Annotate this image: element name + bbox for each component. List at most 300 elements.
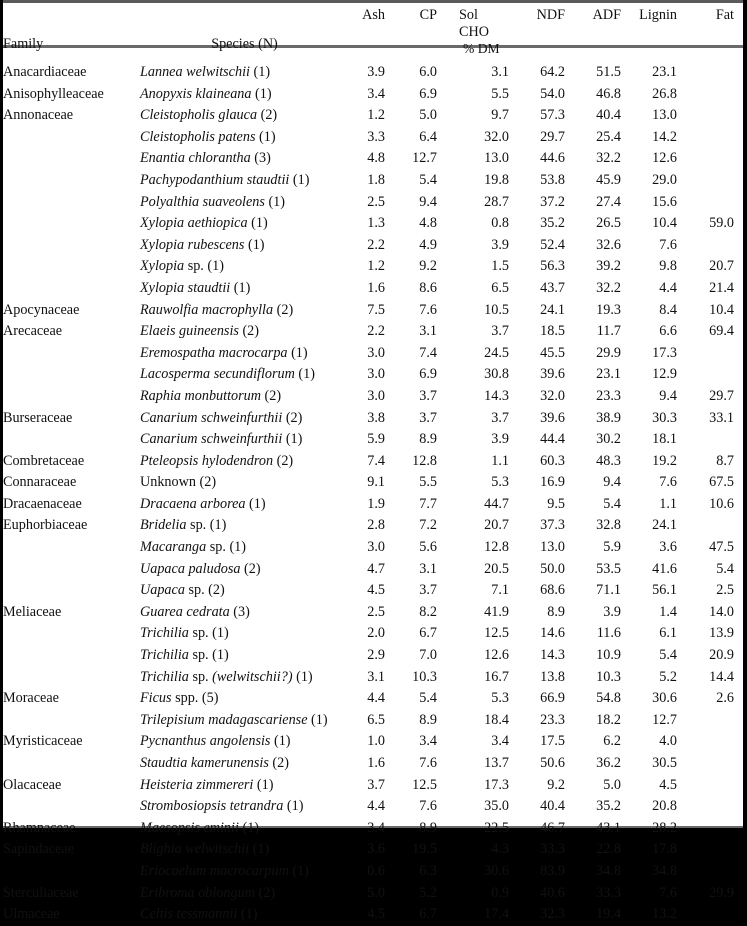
cell-fat bbox=[677, 84, 734, 106]
header-species: Species (N) bbox=[211, 36, 278, 52]
cell-cp: 7.4 bbox=[419, 344, 437, 361]
cell-adf: 71.1 bbox=[596, 582, 621, 599]
cell-cp: 7.6 bbox=[419, 798, 437, 815]
cell-fat: 20.7 bbox=[709, 258, 734, 275]
cell-cp: 7.7 bbox=[419, 495, 437, 512]
cell-ndf: 43.7 bbox=[540, 279, 565, 296]
cell-lignin: 28.2 bbox=[652, 819, 677, 836]
cell-fat: 33.1 bbox=[709, 409, 734, 426]
cell-lignin: 34.8 bbox=[652, 862, 677, 879]
cell-species bbox=[140, 515, 349, 537]
cell-family bbox=[3, 192, 140, 214]
cell-species bbox=[140, 58, 349, 84]
cell-fat bbox=[677, 839, 734, 861]
cell-lignin: 17.8 bbox=[652, 841, 677, 858]
cell-ash: 4.7 bbox=[367, 560, 385, 577]
table-row bbox=[3, 170, 734, 192]
species-name-italic: Anopyxis klaineana bbox=[140, 85, 252, 102]
cell-sol-cho: 32.0 bbox=[484, 128, 509, 145]
cell-ash: 6.5 bbox=[367, 711, 385, 728]
cell-ndf: 44.6 bbox=[540, 150, 565, 167]
species-name-italic: Ficus bbox=[140, 690, 172, 707]
header-sol-cho-label: Sol CHO bbox=[459, 7, 489, 40]
cell-lignin: 4.5 bbox=[659, 776, 677, 793]
cell-cp: 9.2 bbox=[419, 258, 437, 275]
cell-ash: 4.4 bbox=[367, 690, 385, 707]
table-row bbox=[3, 472, 734, 494]
cell-lignin: 3.6 bbox=[659, 539, 677, 556]
cell-species bbox=[140, 753, 349, 775]
cell-family: Dracaenaceae bbox=[3, 495, 82, 512]
cell-ash: 1.9 bbox=[367, 495, 385, 512]
table-row bbox=[3, 731, 734, 753]
cell-ndf: 56.3 bbox=[540, 258, 565, 275]
header-unit-label: % DM bbox=[463, 41, 500, 56]
table-row bbox=[3, 667, 734, 689]
cell-lignin: 12.6 bbox=[652, 150, 677, 167]
cell-ash: 1.3 bbox=[367, 215, 385, 232]
cell-ndf: 37.3 bbox=[540, 517, 565, 534]
cell-sol-cho: 4.3 bbox=[491, 841, 509, 858]
species-suffix: (1) bbox=[283, 798, 304, 815]
cell-adf: 30.2 bbox=[596, 431, 621, 448]
cell-cp: 5.6 bbox=[419, 539, 437, 556]
header-sol-cho bbox=[437, 0, 509, 41]
cell-cp: 3.4 bbox=[419, 733, 437, 750]
cell-lignin: 1.1 bbox=[659, 495, 677, 512]
cell-ndf: 17.5 bbox=[540, 733, 565, 750]
cell-fat: 2.5 bbox=[716, 582, 734, 599]
species-name-italic: Elaeis guineensis bbox=[140, 323, 239, 340]
species-suffix: (1) bbox=[307, 711, 328, 728]
species-suffix: Unknown (2) bbox=[140, 474, 217, 491]
species-name-italic: Enantia chlorantha bbox=[140, 150, 251, 167]
cell-cp: 9.4 bbox=[419, 193, 437, 210]
table-row bbox=[3, 559, 734, 581]
cell-lignin: 5.4 bbox=[659, 647, 677, 664]
cell-cp: 12.7 bbox=[412, 150, 437, 167]
document-page bbox=[3, 0, 743, 923]
species-suffix: (1) bbox=[245, 495, 266, 512]
cell-cp: 5.2 bbox=[419, 884, 437, 901]
cell-family bbox=[3, 580, 140, 602]
species-suffix: sp. bbox=[188, 668, 213, 685]
species-name-italic: Cleistopholis glauca bbox=[140, 107, 258, 124]
cell-lignin: 30.6 bbox=[652, 690, 677, 707]
species-suffix: (1) bbox=[244, 236, 265, 253]
cell-adf: 46.8 bbox=[596, 85, 621, 102]
cell-sol-cho: 19.8 bbox=[484, 171, 509, 188]
cell-cp: 3.7 bbox=[419, 409, 437, 426]
cell-ndf: 13.8 bbox=[540, 668, 565, 685]
cell-fat: 14.4 bbox=[709, 668, 734, 685]
cell-species bbox=[140, 472, 349, 494]
cell-family bbox=[3, 710, 140, 732]
species-name-italic: Blighia welwitschii bbox=[140, 841, 250, 858]
cell-sol-cho: 0.8 bbox=[491, 215, 509, 232]
header-ash: Ash bbox=[362, 7, 385, 23]
cell-fat bbox=[677, 818, 734, 840]
cell-family bbox=[3, 796, 140, 818]
species-suffix: (1) bbox=[237, 906, 258, 923]
species-suffix: (1) bbox=[289, 171, 310, 188]
cell-species bbox=[140, 645, 349, 667]
cell-species bbox=[140, 904, 349, 926]
cell-ash: 3.9 bbox=[367, 64, 385, 80]
cell-ash: 2.2 bbox=[367, 236, 385, 253]
cell-cp: 5.5 bbox=[419, 474, 437, 491]
cell-adf: 34.8 bbox=[596, 862, 621, 879]
species-suffix: (1) bbox=[238, 819, 260, 836]
cell-fat bbox=[677, 710, 734, 732]
cell-cp: 5.0 bbox=[419, 107, 437, 124]
cell-fat bbox=[677, 343, 734, 365]
species-name-italic: Uapaca bbox=[140, 582, 185, 599]
cell-species bbox=[140, 537, 349, 559]
species-name-italic: Rauwolfia macrophylla bbox=[140, 301, 274, 318]
cell-lignin: 6.6 bbox=[659, 323, 677, 340]
cell-lignin: 20.8 bbox=[652, 798, 677, 815]
cell-fat bbox=[677, 904, 734, 926]
cell-sol-cho: 6.5 bbox=[491, 279, 509, 296]
species-suffix: (2) bbox=[240, 560, 261, 577]
cell-cp: 3.7 bbox=[419, 387, 437, 404]
cell-species bbox=[140, 883, 349, 905]
cell-lignin: 7.6 bbox=[659, 236, 677, 253]
header-adf: ADF bbox=[592, 7, 621, 23]
cell-adf: 33.3 bbox=[596, 884, 621, 901]
cell-lignin: 26.8 bbox=[652, 85, 677, 102]
cell-family bbox=[3, 645, 140, 667]
table-row bbox=[3, 839, 734, 861]
cell-ash: 3.6 bbox=[367, 841, 385, 858]
cell-lignin: 17.3 bbox=[652, 344, 677, 361]
species-suffix: (1) bbox=[253, 776, 274, 793]
cell-lignin: 12.7 bbox=[652, 711, 677, 728]
cell-sol-cho: 12.6 bbox=[484, 647, 509, 664]
species-name-italic: Trichilia bbox=[140, 647, 189, 664]
cell-sol-cho: 14.3 bbox=[484, 387, 509, 404]
species-suffix: (1) bbox=[288, 862, 309, 879]
cell-lignin: 1.4 bbox=[659, 603, 677, 620]
cell-ndf: 18.5 bbox=[540, 323, 565, 340]
species-name-italic: Trilepisium madagascariense bbox=[140, 711, 308, 728]
cell-lignin: 41.6 bbox=[652, 560, 677, 577]
cell-species bbox=[140, 623, 349, 645]
cell-fat: 5.4 bbox=[716, 560, 734, 577]
cell-family: Anacardiaceae bbox=[3, 64, 87, 80]
cell-species bbox=[140, 300, 349, 322]
species-name-italic: Canarium schweinfurthii bbox=[140, 409, 283, 426]
species-suffix: (2) bbox=[257, 107, 278, 124]
species-name-italic: (welwitschii?) bbox=[212, 668, 293, 685]
cell-species bbox=[140, 775, 349, 797]
table-row bbox=[3, 364, 734, 386]
cell-lignin: 14.2 bbox=[652, 128, 677, 145]
cell-ash: 7.5 bbox=[367, 301, 385, 318]
cell-species bbox=[140, 559, 349, 581]
cell-fat: 10.6 bbox=[709, 495, 734, 512]
cell-family: Sterculiaceae bbox=[3, 884, 79, 901]
table-row bbox=[3, 861, 734, 883]
species-suffix: sp. (1) bbox=[186, 517, 227, 534]
cell-cp: 8.2 bbox=[419, 603, 437, 620]
cell-lignin: 30.5 bbox=[652, 755, 677, 771]
cell-ash: 2.9 bbox=[367, 647, 385, 664]
cell-lignin: 13.2 bbox=[652, 906, 677, 923]
cell-ash: 2.2 bbox=[367, 323, 385, 340]
table-row bbox=[3, 602, 734, 624]
cell-family bbox=[3, 623, 140, 645]
cell-species bbox=[140, 386, 349, 408]
table-row bbox=[3, 710, 734, 732]
cell-cp: 5.4 bbox=[419, 171, 437, 188]
species-name-italic: Pycnanthus angolensis bbox=[140, 733, 271, 750]
cell-sol-cho: 41.9 bbox=[484, 603, 509, 620]
species-name-italic: Celtis tessmannii bbox=[140, 906, 238, 923]
species-suffix: (1) bbox=[255, 128, 276, 145]
cell-sol-cho: 9.7 bbox=[491, 107, 509, 124]
species-suffix: sp. (1) bbox=[188, 647, 229, 664]
table-row bbox=[3, 127, 734, 149]
cell-cp: 6.9 bbox=[419, 366, 437, 383]
cell-family: Myristicaceae bbox=[3, 733, 83, 750]
cell-species bbox=[140, 127, 349, 149]
cell-fat bbox=[677, 364, 734, 386]
cell-ash: 3.4 bbox=[367, 819, 385, 836]
cell-sol-cho: 3.7 bbox=[491, 323, 509, 340]
species-suffix: (2) bbox=[238, 323, 259, 340]
cell-fat bbox=[677, 192, 734, 214]
cell-sol-cho: 12.8 bbox=[484, 539, 509, 556]
table-row bbox=[3, 84, 734, 106]
cell-family: Euphorbiaceae bbox=[3, 517, 88, 534]
cell-adf: 11.6 bbox=[596, 625, 621, 642]
cell-sol-cho: 1.1 bbox=[491, 452, 509, 469]
cell-family: Apocynaceae bbox=[3, 301, 80, 318]
table-row bbox=[3, 235, 734, 257]
cell-lignin: 4.0 bbox=[659, 733, 677, 750]
cell-ndf: 14.3 bbox=[540, 647, 565, 664]
species-suffix: (1) bbox=[251, 85, 272, 102]
table-row bbox=[3, 904, 734, 926]
species-name-italic: Dracaena arborea bbox=[140, 495, 246, 512]
table-row bbox=[3, 105, 734, 127]
cell-fat bbox=[677, 429, 734, 451]
cell-adf: 43.1 bbox=[596, 819, 621, 836]
cell-ash: 1.8 bbox=[367, 171, 385, 188]
cell-fat: 2.6 bbox=[716, 690, 734, 707]
cell-species bbox=[140, 602, 349, 624]
cell-ndf: 9.2 bbox=[547, 776, 565, 793]
cell-ndf: 24.1 bbox=[540, 301, 565, 318]
cell-ash: 3.0 bbox=[367, 387, 385, 404]
cell-species bbox=[140, 710, 349, 732]
cell-ndf: 64.2 bbox=[540, 64, 565, 80]
cell-species bbox=[140, 321, 349, 343]
cell-cp: 8.9 bbox=[419, 819, 437, 836]
cell-adf: 32.6 bbox=[596, 236, 621, 253]
cell-lignin: 7.6 bbox=[659, 474, 677, 491]
cell-adf: 45.9 bbox=[596, 171, 621, 188]
cell-adf: 6.2 bbox=[603, 733, 621, 750]
cell-species bbox=[140, 580, 349, 602]
cell-lignin: 30.3 bbox=[652, 409, 677, 426]
header-cp: CP bbox=[419, 7, 437, 23]
cell-adf: 22.8 bbox=[596, 841, 621, 858]
species-name-italic: Strombosiopsis tetrandra bbox=[140, 798, 284, 815]
species-name-italic: Trichilia bbox=[140, 625, 189, 642]
cell-family bbox=[3, 667, 140, 689]
cell-family: Rhamnaceae bbox=[3, 819, 76, 836]
cell-lignin: 18.1 bbox=[652, 431, 677, 448]
cell-sol-cho: 7.1 bbox=[491, 582, 509, 599]
cell-lignin: 5.2 bbox=[659, 668, 677, 685]
cell-cp: 3.7 bbox=[419, 582, 437, 599]
species-suffix: (1) bbox=[247, 215, 268, 232]
cell-lignin: 13.0 bbox=[652, 107, 677, 124]
cell-ndf: 52.4 bbox=[540, 236, 565, 253]
species-name-italic: Xylopia rubescens bbox=[140, 236, 245, 253]
table-row bbox=[3, 386, 734, 408]
cell-ash: 1.2 bbox=[367, 107, 385, 124]
cell-adf: 23.3 bbox=[596, 387, 621, 404]
species-name-italic: Maesopsis eminii bbox=[140, 819, 239, 836]
cell-sol-cho: 3.7 bbox=[491, 409, 509, 426]
species-name-italic: Pachypodanthium staudtii bbox=[140, 171, 290, 188]
cell-ash: 2.8 bbox=[367, 517, 385, 534]
table-row bbox=[3, 818, 734, 840]
species-suffix: (1) bbox=[282, 431, 303, 448]
cell-sol-cho: 35.0 bbox=[484, 798, 509, 815]
cell-family bbox=[3, 559, 140, 581]
species-suffix: sp. (1) bbox=[206, 539, 247, 556]
cell-adf: 26.5 bbox=[596, 215, 621, 232]
cell-adf: 32.8 bbox=[596, 517, 621, 534]
cell-sol-cho: 18.4 bbox=[484, 711, 509, 728]
cell-ash: 1.6 bbox=[367, 755, 385, 771]
cell-species bbox=[140, 105, 349, 127]
cell-adf: 32.2 bbox=[596, 279, 621, 296]
cell-species bbox=[140, 213, 349, 235]
cell-ash: 1.2 bbox=[367, 258, 385, 275]
cell-adf: 11.7 bbox=[596, 323, 621, 340]
cell-ndf: 16.9 bbox=[540, 474, 565, 491]
cell-family: Moraceae bbox=[3, 690, 59, 707]
cell-adf: 9.4 bbox=[603, 474, 621, 491]
table-row bbox=[3, 58, 734, 84]
cell-sol-cho: 16.7 bbox=[484, 668, 509, 685]
cell-adf: 39.2 bbox=[596, 258, 621, 275]
cell-lignin: 15.6 bbox=[652, 193, 677, 210]
table-row bbox=[3, 515, 734, 537]
table-row bbox=[3, 537, 734, 559]
cell-adf: 5.9 bbox=[603, 539, 621, 556]
cell-species bbox=[140, 494, 349, 516]
cell-cp: 8.9 bbox=[419, 711, 437, 728]
cell-fat: 29.9 bbox=[709, 884, 734, 901]
cell-ndf: 46.7 bbox=[540, 819, 565, 836]
species-suffix: spp. (5) bbox=[171, 690, 219, 707]
table-row bbox=[3, 278, 734, 300]
cell-family bbox=[3, 861, 140, 883]
cell-ndf: 53.8 bbox=[540, 171, 565, 188]
cell-sol-cho: 20.5 bbox=[484, 560, 509, 577]
species-name-italic: Xylopia aethiopica bbox=[140, 215, 248, 232]
cell-cp: 12.8 bbox=[412, 452, 437, 469]
header-ndf: NDF bbox=[536, 7, 565, 23]
cell-family: Olacaceae bbox=[3, 776, 62, 793]
species-suffix: (3) bbox=[229, 603, 250, 620]
cell-cp: 3.1 bbox=[419, 560, 437, 577]
cell-family bbox=[3, 429, 140, 451]
cell-ash: 1.0 bbox=[367, 733, 385, 750]
cell-adf: 53.5 bbox=[596, 560, 621, 577]
cell-family: Burseraceae bbox=[3, 409, 73, 426]
cell-species bbox=[140, 839, 349, 861]
cell-adf: 32.2 bbox=[596, 150, 621, 167]
cell-adf: 48.3 bbox=[596, 452, 621, 469]
table-row bbox=[3, 256, 734, 278]
cell-lignin: 9.4 bbox=[659, 387, 677, 404]
cell-ash: 4.5 bbox=[367, 906, 385, 923]
species-suffix: (1) bbox=[294, 366, 315, 383]
cell-lignin: 4.4 bbox=[659, 279, 677, 296]
cell-species bbox=[140, 235, 349, 257]
species-suffix: sp. (2) bbox=[184, 582, 225, 599]
table-row bbox=[3, 796, 734, 818]
cell-fat bbox=[677, 170, 734, 192]
header-unit bbox=[437, 41, 509, 58]
cell-cp: 6.3 bbox=[419, 862, 437, 879]
cell-ndf: 45.5 bbox=[540, 344, 565, 361]
cell-fat: 59.0 bbox=[709, 215, 734, 232]
cell-family: Ulmaceae bbox=[3, 906, 60, 923]
cell-fat bbox=[677, 731, 734, 753]
cell-fat: 10.4 bbox=[709, 301, 734, 318]
cell-sol-cho: 5.3 bbox=[491, 690, 509, 707]
cell-ash: 4.8 bbox=[367, 150, 385, 167]
species-suffix: (2) bbox=[273, 301, 294, 318]
table-row bbox=[3, 753, 734, 775]
cell-fat: 14.0 bbox=[709, 603, 734, 620]
cell-sol-cho: 3.9 bbox=[491, 236, 509, 253]
cell-adf: 10.9 bbox=[596, 647, 621, 664]
cell-ndf: 39.6 bbox=[540, 366, 565, 383]
cell-family bbox=[3, 235, 140, 257]
cell-ash: 2.5 bbox=[367, 603, 385, 620]
cell-adf: 5.4 bbox=[603, 495, 621, 512]
cell-family bbox=[3, 213, 140, 235]
cell-family bbox=[3, 127, 140, 149]
cell-cp: 8.9 bbox=[419, 431, 437, 448]
species-name-italic: Heisteria zimmereri bbox=[140, 776, 254, 793]
cell-ash: 7.4 bbox=[367, 452, 385, 469]
species-name-italic: Guarea cedrata bbox=[140, 603, 230, 620]
table-row bbox=[3, 580, 734, 602]
cell-species bbox=[140, 192, 349, 214]
species-suffix: (3) bbox=[250, 150, 271, 167]
cell-species bbox=[140, 364, 349, 386]
cell-ash: 3.7 bbox=[367, 776, 385, 793]
cell-species bbox=[140, 818, 349, 840]
cell-sol-cho: 0.9 bbox=[491, 884, 509, 901]
cell-family bbox=[3, 170, 140, 192]
cell-family: Arecaceae bbox=[3, 323, 63, 340]
nutrient-table bbox=[3, 0, 734, 926]
species-suffix: sp. (1) bbox=[188, 625, 229, 642]
species-name-italic: Cleistopholis patens bbox=[140, 128, 256, 145]
